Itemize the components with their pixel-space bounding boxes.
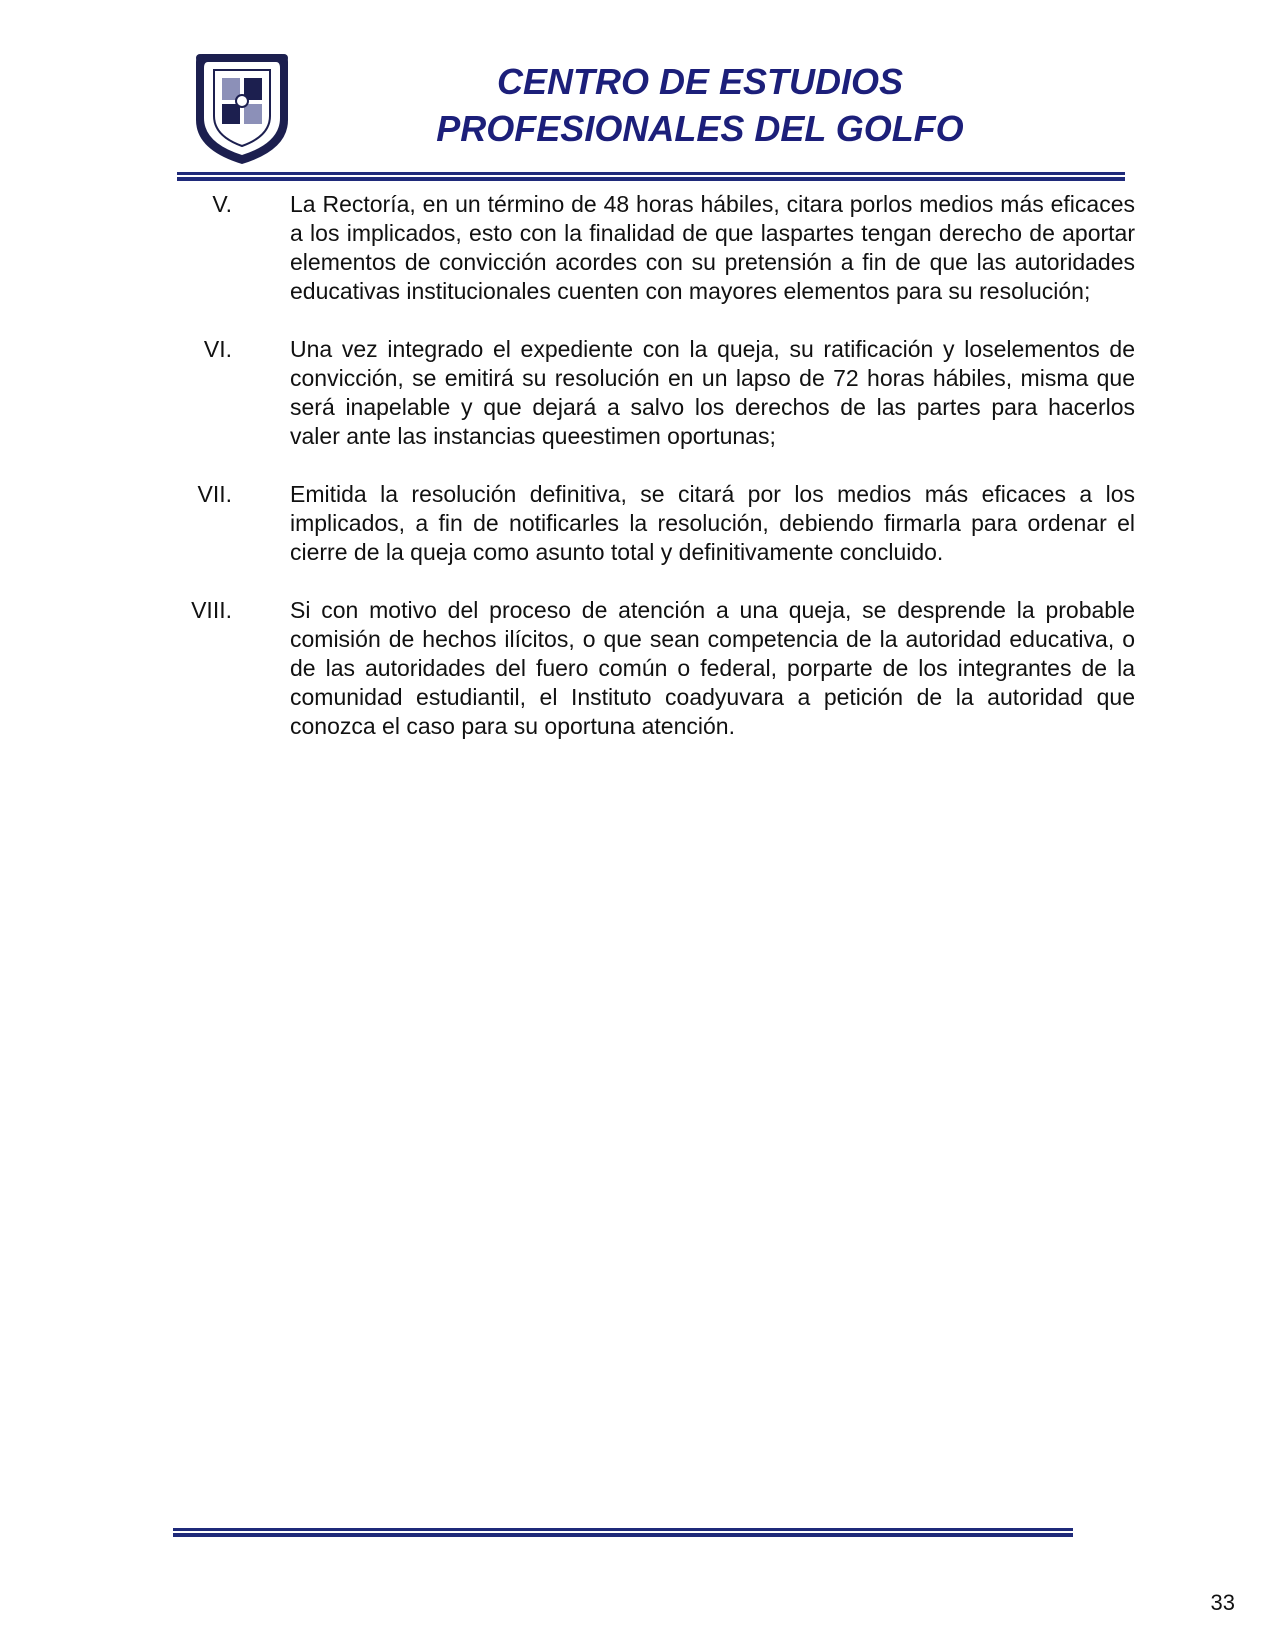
footer-divider [173,1528,1073,1538]
numbered-list [180,190,1135,770]
page-number: 33 [1210,1590,1235,1615]
item-text: Una vez integrado el expediente con la queja, su ratificación y loselementos de convicción, se emitirá su resolución en un lapso de 72 horas hábiles, misma que será inapelable y que dejará a salvo los derechos de las partes para hacerlos valer ante las instancias queestimen oportunas; [290,336,1135,449]
header-divider [177,172,1125,182]
header-title [380,58,1020,152]
item-numeral: V. [212,191,232,217]
item-numeral: VII. [197,481,232,507]
list-item [180,335,1135,451]
item-text: Si con motivo del proceso de atención a una queja, se desprende la probable comisión de hechos ilícitos, o que sean competencia de la autoridad educativa, o de las autoridades del fuero común o federal, porparte de los integrantes de la comunidad estudiantil, el Instituto coadyuvara a petición de la autoridad que conozca el caso para su oportuna atención. [290,597,1135,739]
item-numeral: VIII. [191,597,232,623]
title-line-1: CENTRO DE ESTUDIOS [496,61,904,102]
title-line-2: PROFESIONALES DEL GOLFO [436,108,964,149]
institution-seal-icon [192,50,292,168]
list-item [180,190,1135,306]
item-text: Emitida la resolución definitiva, se citará por los medios más eficaces a los implicados, a fin de notificarles la resolución, debiendo firmarla para ordenar el cierre de la queja como asunto total y definitivamente concluido. [290,481,1135,565]
list-item [180,596,1135,741]
list-item [180,480,1135,567]
item-numeral: VI. [203,336,232,362]
item-text: La Rectoría, en un término de 48 horas hábiles, citara porlos medios más eficaces a los implicados, esto con la finalidad de que laspartes tengan derecho de aportar elementos de convicción acordes con su pretensión a fin de que las autoridades educativas institucionales cuenten con mayores elementos para su resolución; [290,191,1135,304]
